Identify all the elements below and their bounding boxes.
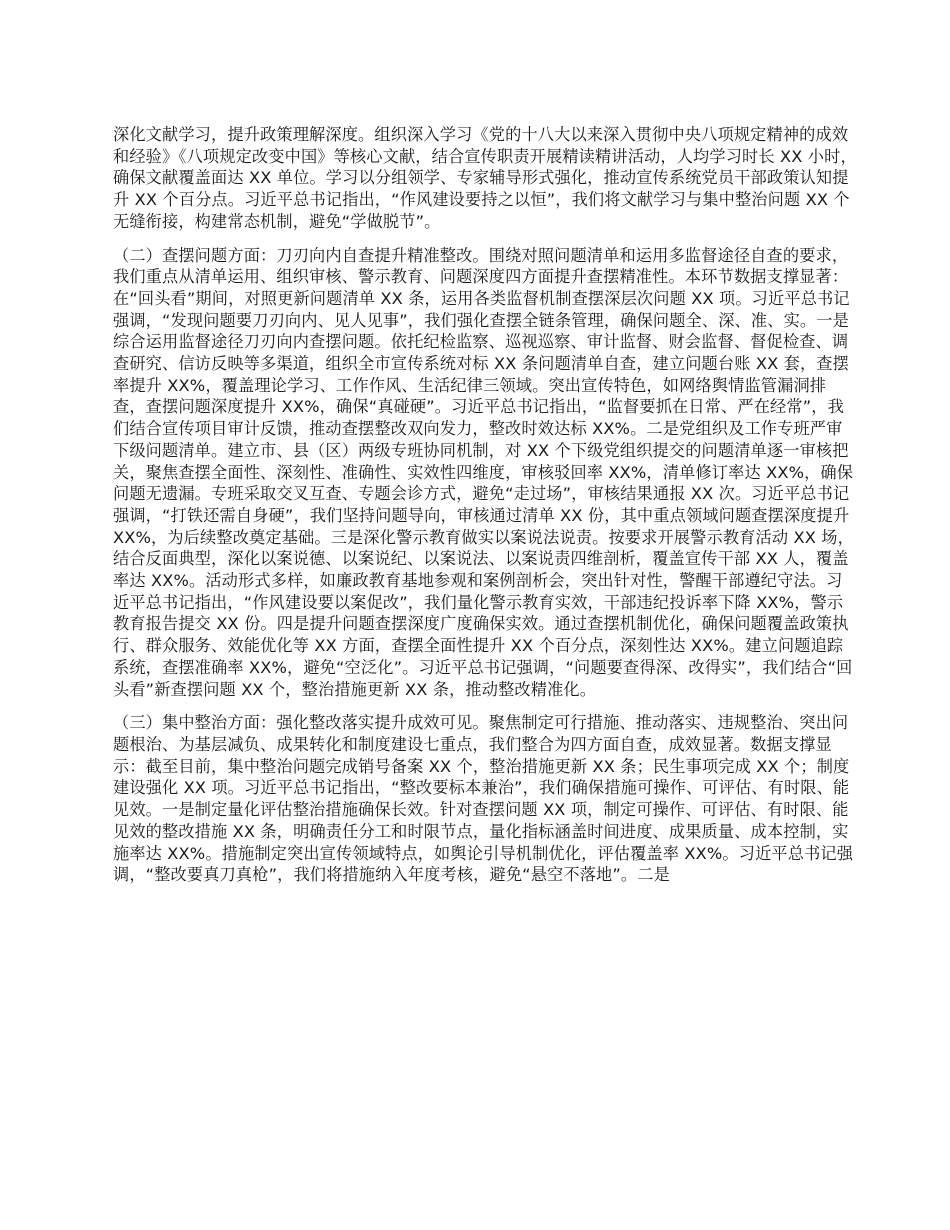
paragraph-centralized-rectification: （三）集中整治方面：强化整改落实提升成效可见。聚焦制定可行措施、推动落实、违规整治、突出问题根治、为基层减负、成果转化和制度建设七重点，我们整合为四方面自查，成效显著。数据支撑显示：截至目前，集中整治问题完成销号备案 XX 个，整治措施更新 XX 条；民生事项完成 XX 个；制度建设强化 XX 项。习近平总书记指出，“整改要标本兼治”，我们确保措施可操作、可评估、有时限、能见效。一是制定量化评估整治措施确保长效。针对查摆问题 XX 项，制定可操作、可评估、有时限、能见效的整改措施 XX 条，明确责任分工和时限节点，量化指标涵盖时间进度、成果质量、成本控制，实施率达 XX%。措施制定突出宣传领域特点，如舆论引导机制优化，评估覆盖率 XX%。习近平总书记强调，“整改要真刀真枪”，我们将措施纳入年度考核，避免“悬空不落地”。二是 — [113, 713, 854, 885]
document-body — [113, 124, 858, 898]
paragraph-problem-finding: （二）查摆问题方面：刀刃向内自查提升精准整改。围绕对照问题清单和运用多监督途径自查的要求，我们重点从清单运用、组织审核、警示教育、问题深度四方面提升查摆精准性。本环节数据支撑显著：在“回头看”期间，对照更新问题清单 XX 条，运用各类监督机制查摆深层次问题 XX 项。习近平总书记强调，“发现问题要刀刃向内、见人见事”，我们强化查摆全链条管理，确保问题全、深、准、实。一是综合运用监督途径刀刃向内查摆问题。依托纪检监察、巡视巡察、审计监督、财会监督、督促检查、调查研究、信访反映等多渠道，组织全市宣传系统对标 XX 条问题清单自查，建立问题台账 XX 套，查摆率提升 XX%，覆盖理论学习、工作作风、生活纪律三领域。突出宣传特色，如网络舆情监管漏洞排查，查摆问题深度提升 XX%，确保“真碰硬”。习近平总书记指出，“监督要抓在日常、严在经常”，我们结合宣传项目审计反馈，推动查摆整改双向发力，整改时效达标 XX%。二是党组织及工作专班严审下级问题清单。建立市、县（区）两级专班协同机制，对 XX 个下级党组织提交的问题清单逐一审核把关，聚焦查摆全面性、深刻性、准确性、实效性四维度，审核驳回率 XX%，清单修订率达 XX%，确保问题无遗漏。专班采取交叉互查、专题会诊方式，避免“走过场”，审核结果通报 XX 次。习近平总书记强调，“打铁还需自身硬”，我们坚持问题导向，审核通过清单 XX 份，其中重点领域问题查摆深度提升 XX%，为后续整改奠定基础。三是深化警示教育做实以案说法说责。按要求开展警示教育活动 XX 场，结合反面典型，深化以案说德、以案说纪、以案说法、以案说责四维剖析，覆盖宣传干部 XX 人，覆盖率达 XX%。活动形式多样，如廉政教育基地参观和案例剖析会，突出针对性，警醒干部遵纪守法。习近平总书记指出，“作风建设要以案促改”，我们量化警示教育实效，干部违纪投诉率下降 XX%，警示教育报告提交 XX 份。四是提升问题查摆深度广度确保实效。通过查摆机制优化，确保问题覆盖政策执行、群众服务、效能优化等 XX 方面，查摆全面性提升 XX 个百分点，深刻性达 XX%。建立问题追踪系统，查摆准确率 XX%，避免“空泛化”。习近平总书记强调，“问题要查得深、改得实”，我们结合“回头看”新查摆问题 XX 个，整治措施更新 XX 条，推动整改精准化。 — [113, 245, 854, 699]
paragraph-literature-study: 深化文献学习，提升政策理解深度。组织深入学习《党的十八大以来深入贯彻中央八项规定精神的成效和经验》《八项规定改变中国》等核心文献，结合宣传职责开展精读精讲活动，人均学习时长 XX 小时，确保文献覆盖面达 XX 单位。学习以分组领学、专家辅导形式强化，推动宣传系统党员干部政策认知提升 XX 个百分点。习近平总书记指出，“作风建设要持之以恒”，我们将文献学习与集中整治问题 XX 个无缝衔接，构建常态机制，避免“学做脱节”。 — [113, 125, 857, 231]
